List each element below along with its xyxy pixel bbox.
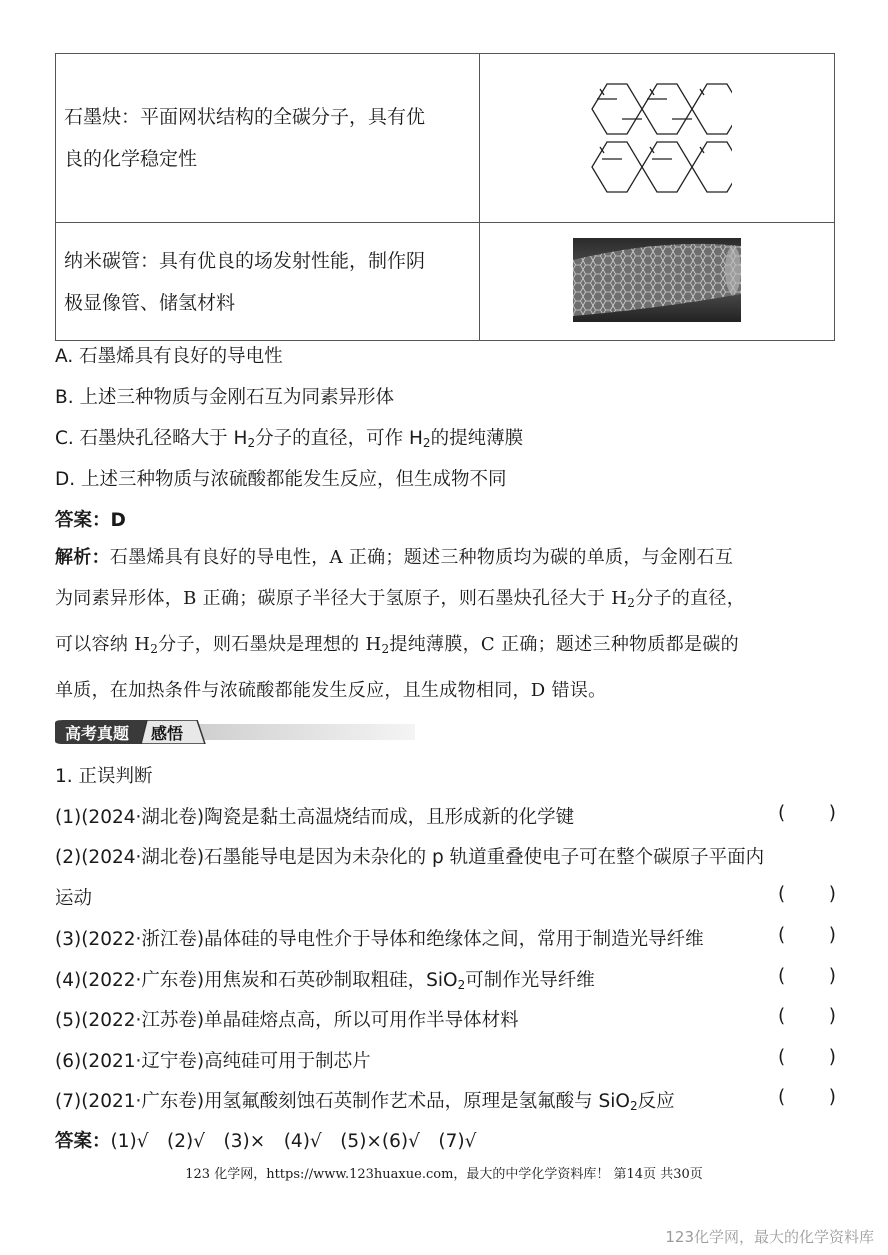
subscript: 2 [629, 1099, 638, 1113]
option-d: D. 上述三种物质与浓硫酸都能发生反应，但生成物不同 [55, 469, 507, 490]
paren-close: ) [828, 884, 836, 905]
answers-line [55, 1127, 476, 1153]
analysis-line [55, 537, 840, 578]
analysis-text: 分子的直径， [635, 588, 746, 609]
answer-blank [778, 925, 836, 946]
option-c-text: 分子的直径，可作 H [255, 428, 423, 449]
subscript: 2 [381, 642, 390, 656]
subscript: 2 [247, 436, 256, 450]
paren-close: ) [828, 1006, 836, 1027]
table-cell-image [480, 223, 835, 341]
option-c [55, 424, 523, 450]
subscript: 2 [627, 596, 636, 610]
materials-table [55, 53, 835, 341]
judge-text: (4)(2022·广东卷)用焦炭和石英砂制取粗硅，SiO [55, 970, 458, 991]
answer-blank [778, 966, 836, 987]
cell-line: 良的化学稳定性 [64, 148, 198, 170]
table-cell-text [56, 54, 480, 223]
analysis-text: 为同素异形体，B 正确；碳原子半径大于氢原子，则石墨炔孔径大于 H [55, 588, 628, 609]
watermark: 123化学网，最大的化学资料库 [665, 1228, 874, 1246]
answer-value: D [110, 510, 126, 531]
paren-open: ( [778, 1087, 786, 1108]
paren-open: ( [778, 925, 786, 946]
judge-item-5: (5)(2022·江苏卷)单晶硅熔点高，所以可用作半导体材料 [55, 1010, 519, 1031]
answer-blank [778, 1006, 836, 1027]
carbon-nanotube-image [573, 238, 741, 322]
paren-close: ) [828, 925, 836, 946]
paren-close: ) [828, 803, 836, 824]
judge-text: (7)(2021·广东卷)用氢氟酸刻蚀石英制作艺术品，原理是氢氟酸与 SiO [55, 1091, 630, 1112]
analysis-line: 单质，在加热条件与浓硫酸都能发生反应，且生成物相同，D 错误。 [55, 680, 607, 701]
paren-open: ( [778, 884, 786, 905]
table-cell-image [480, 54, 835, 223]
analysis-label: 解析： [55, 547, 110, 568]
judge-item-6: (6)(2021·辽宁卷)高纯硅可用于制芯片 [55, 1051, 371, 1072]
answer-label: 答案： [55, 510, 111, 531]
subscript: 2 [422, 436, 431, 450]
option-b: B. 上述三种物质与金刚石互为同素异形体 [55, 387, 394, 408]
judge-item-2: (2)(2024·湖北卷)石墨能导电是因为未杂化的 p 轨道重叠使电子可在整个碳原子平面内 [55, 847, 765, 868]
table-row [56, 54, 835, 223]
analysis-line [55, 624, 840, 670]
table-row [56, 223, 835, 341]
cell-line: 极显像管、储氢材料 [64, 291, 236, 314]
answer [55, 506, 126, 532]
page-footer: 123 化学网，https://www.123huaxue.com，最大的中学化学资料库！ 第14页 共30页 [185, 1167, 703, 1182]
analysis-text: 可以容纳 H [55, 634, 151, 655]
paren-close: ) [828, 1047, 836, 1068]
option-c-text: C. 石墨炔孔径略大于 H [55, 428, 248, 449]
cell-line: 纳米碳管：具有优良的场发射性能，制作阴 [64, 249, 426, 272]
section-title: 1. 正误判断 [55, 766, 153, 787]
option-c-text: 的提纯薄膜 [430, 428, 524, 449]
option-a: A. 石墨烯具有良好的导电性 [55, 346, 283, 367]
paren-close: ) [828, 966, 836, 987]
answers-value: (1)√ (2)√ (3)× (4)√ (5)×(6)√ (7)√ [110, 1131, 477, 1152]
banner-label-right: 感悟 [151, 724, 184, 743]
answer-blank [778, 803, 836, 824]
cell-line: 石墨炔：平面网状结构的全碳分子，具有优 [64, 106, 426, 128]
judge-text: 可制作光导纤维 [465, 970, 595, 991]
paren-open: ( [778, 803, 786, 824]
analysis-text: 提纯薄膜，C 正确；题述三种物质都是碳的 [389, 634, 739, 655]
analysis [55, 537, 840, 711]
subscript: 2 [457, 978, 466, 992]
section-banner [55, 720, 415, 744]
judge-item-3: (3)(2022·浙江卷)晶体硅的导电性介于导体和绝缘体之间，常用于制造光导纤维 [55, 929, 704, 950]
table-cell-text [56, 223, 480, 341]
subscript: 2 [150, 642, 159, 656]
answers-label: 答案： [55, 1131, 111, 1152]
analysis-text: 石墨烯具有良好的导电性，A 正确；题述三种物质均为碳的单质，与金刚石互 [109, 547, 734, 568]
banner-label-left: 高考真题 [65, 724, 130, 743]
paren-close: ) [828, 1087, 836, 1108]
answer-blank [778, 884, 836, 905]
graphyne-structure-icon [582, 79, 732, 197]
judge-item-2-cont: 运动 [55, 888, 93, 909]
judge-text: 反应 [637, 1091, 675, 1112]
paren-open: ( [778, 1006, 786, 1027]
analysis-line [55, 578, 840, 624]
answer-blank [778, 1047, 836, 1068]
answer-blank [778, 1087, 836, 1108]
judge-item-4 [55, 966, 595, 992]
judge-item-7 [55, 1087, 675, 1113]
paren-open: ( [778, 966, 786, 987]
judge-item-1: (1)(2024·湖北卷)陶瓷是黏土高温烧结而成，且形成新的化学键 [55, 807, 575, 828]
paren-open: ( [778, 1047, 786, 1068]
analysis-text: 分子，则石墨炔是理想的 H [158, 634, 382, 655]
